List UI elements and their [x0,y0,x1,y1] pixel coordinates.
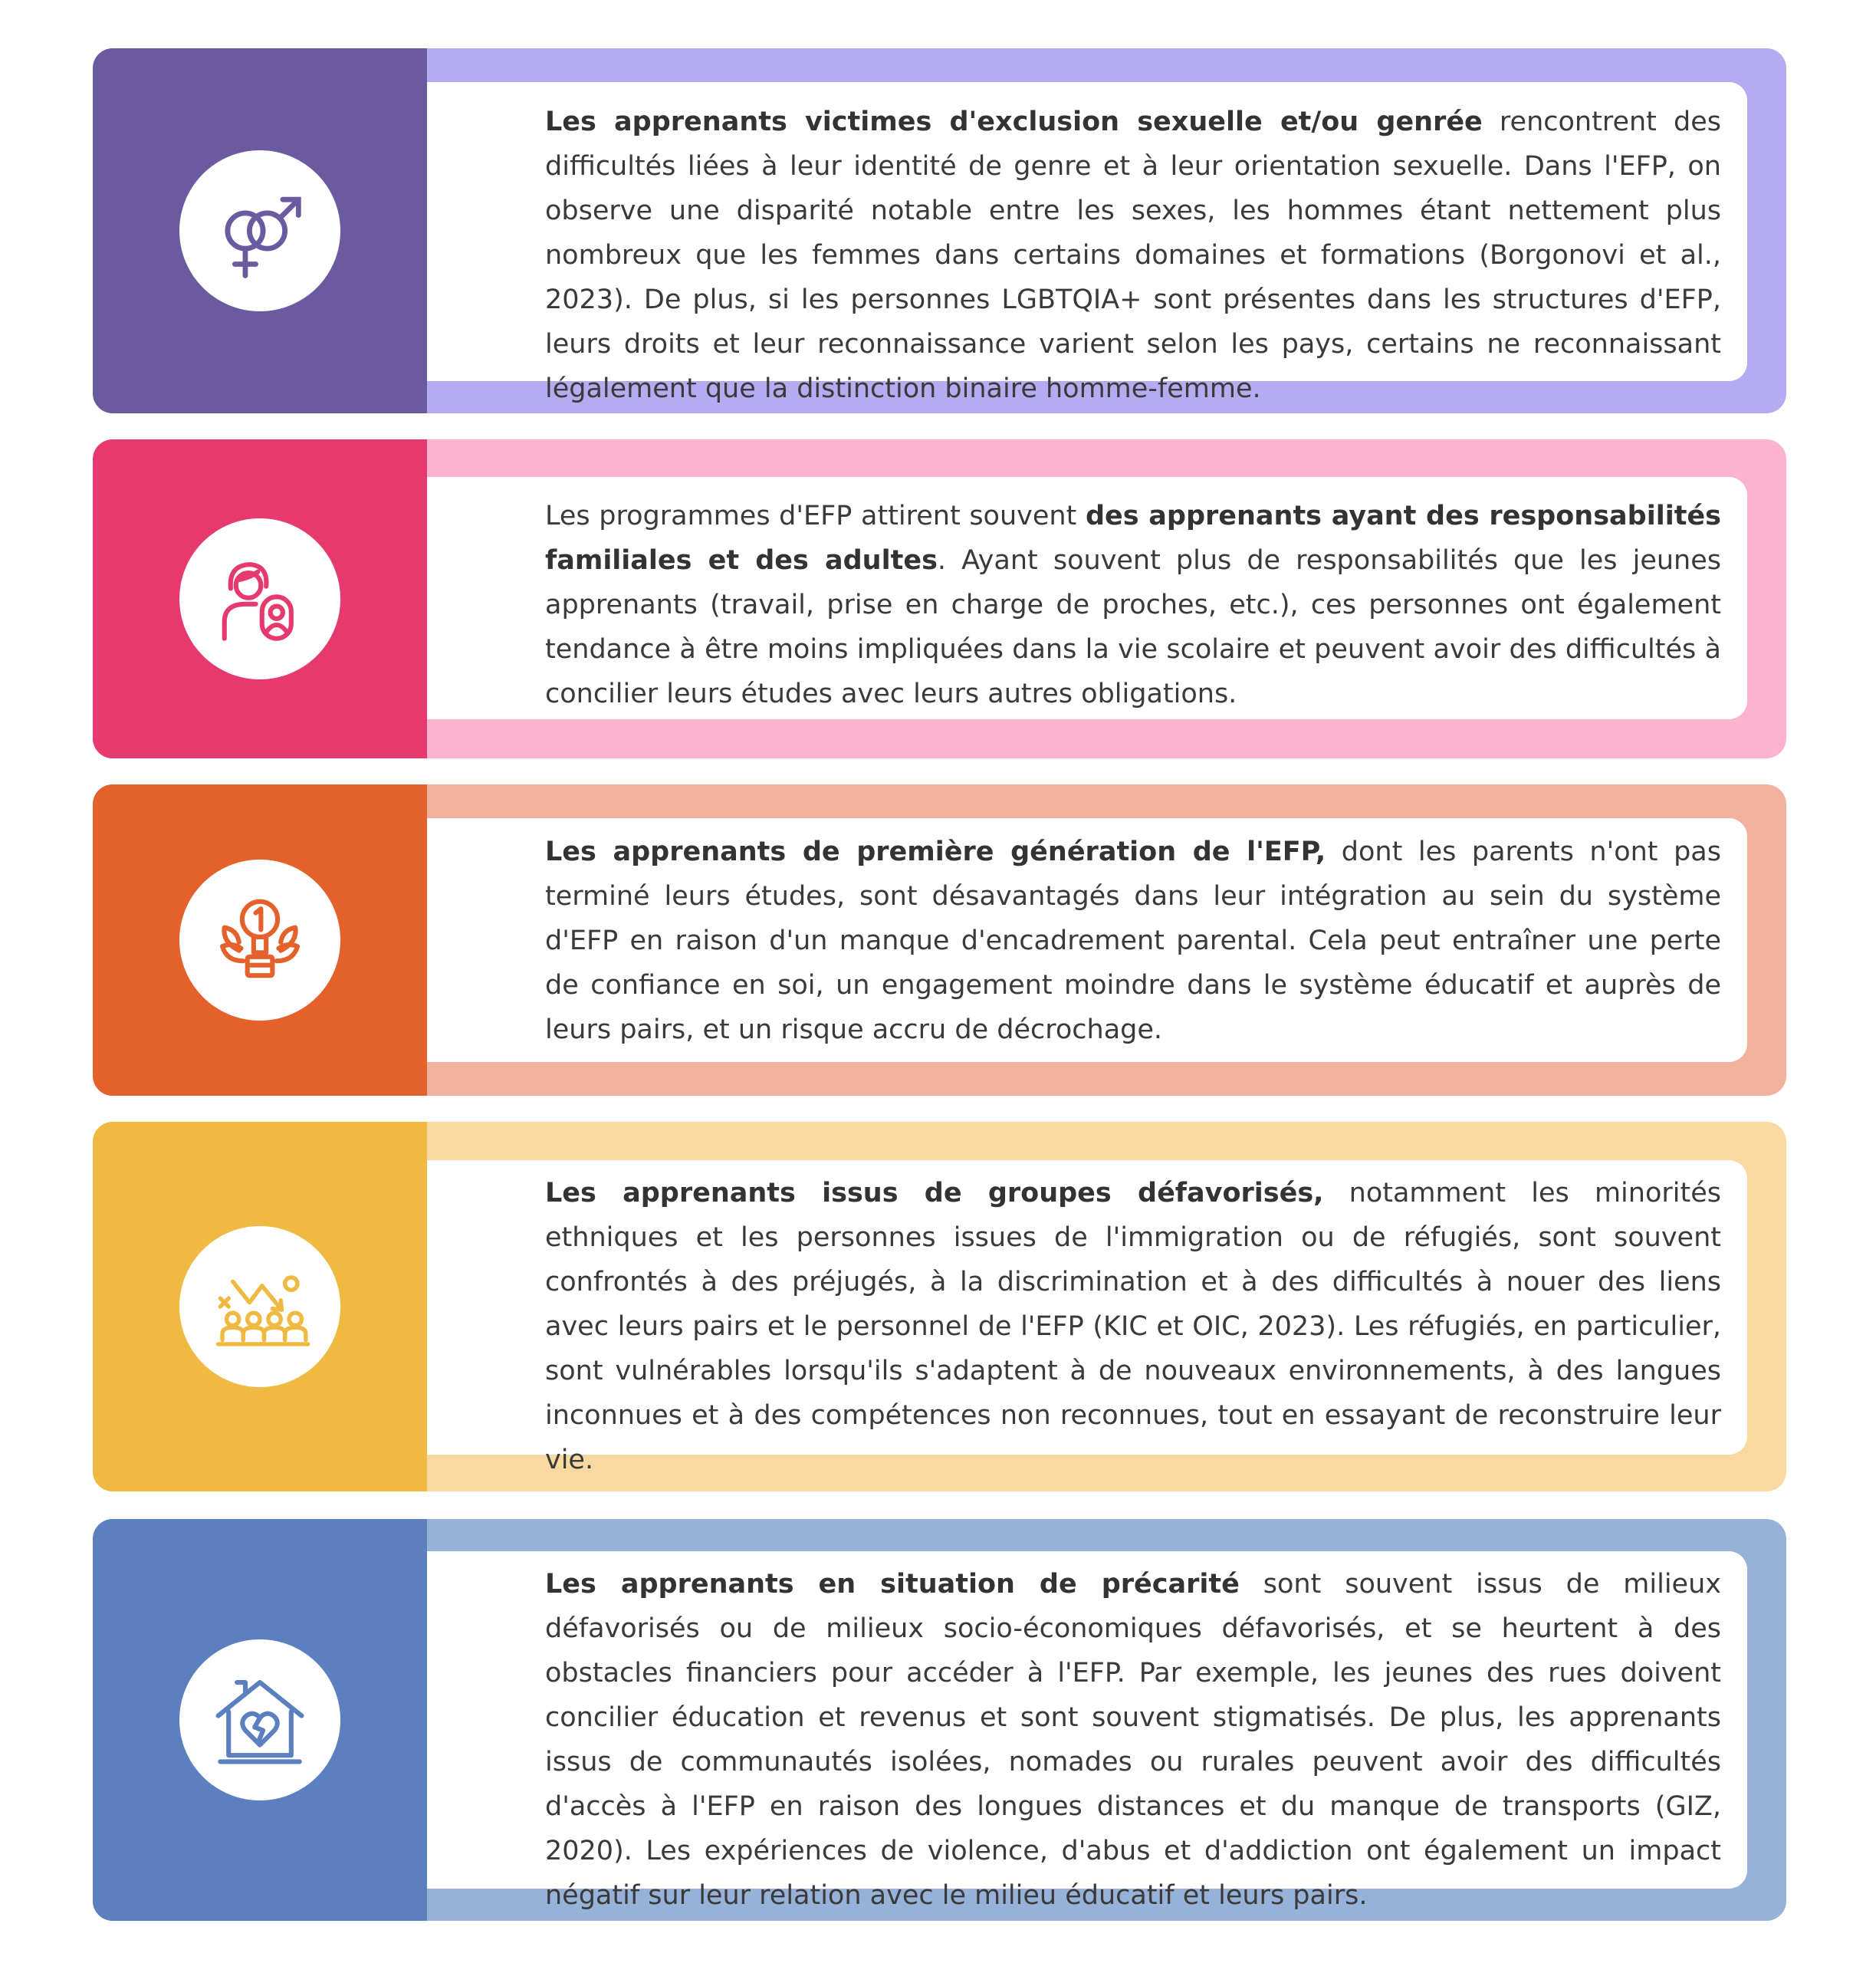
card-bold-text: Les apprenants victimes d'exclusion sexuelle et/ou genrée [545,107,1483,137]
card-body-text: . Ayant souvent plus de responsabilités que les jeunes apprenants (travail, prise en charge de proches, etc.), ces personnes ont également tendance à être moins impliquées dans la vie scolaire et peuvent avoir des difficultés à concilier leurs études avec leurs autres obligations. [545,545,1721,709]
card-text-box [427,818,1747,1062]
icon-circle [179,860,340,1021]
card-text [545,494,1721,716]
icon-circle [179,518,340,679]
card-body-text: rencontrent des difficultés liées à leur identité de genre et à leur orientation sexuelle. Dans l'EFP, on observe une disparité notable entre les sexes, les hommes étant nettement plus nombreux que les femmes dans certains domaines et formations (Borgonovi et al., 2023). De plus, si les personnes LGBTQIA+ sont présentes dans les structures d'EFP, leurs droits et leur reconnaissance varient selon les pays, certains ne reconnaissant légalement que la distinction binaire homme-femme. [545,107,1721,404]
card-text-box [427,82,1747,404]
card-first-generation [93,784,1786,1096]
card-body-text: notamment les minorités ethniques et les personnes issues de l'immigration ou de réfugiés, sont souvent confrontés à des préjugés, à la discrimination et à des difficultés à nouer des liens avec leurs pairs et le personnel de l'EFP (KIC et OIC, 2023). Les réfugiés, en particulier, sont vulnérables lorsqu'ils s'adaptent à de nouveaux environnements, à des langues inconnues et à des compétences non reconnues, tout en essayant de reconstruire leur vie. [545,1178,1721,1475]
card-text [545,1562,1721,1918]
icon-circle [179,150,340,311]
card-gender-exclusion [93,48,1786,413]
card-text-box [427,1160,1747,1475]
card-text [545,830,1721,1052]
icon-circle [179,1639,340,1800]
card-text [545,100,1721,411]
card-bold-text: Les apprenants de première génération de l'EFP, [545,837,1326,867]
card-text-box [427,477,1747,719]
card-body-text: sont souvent issus de milieux défavorisés ou de milieux socio-économiques défavorisés, et se heurtent à des obstacles financiers pour accéder à l'EFP. Par exemple, les jeunes des rues doivent concilier éducation et revenus et sont souvent stigmatisés. De plus, les apprenants issus de communautés isolées, nomades ou rurales peuvent avoir des difficultés d'accès à l'EFP en raison des longues distances et du manque de transports (GIZ, 2020). Les expériences de violence, d'abus et d'addiction ont également un impact négatif sur leur relation avec le milieu éducatif et leurs pairs. [545,1569,1721,1911]
broken-heart-house-icon [208,1668,312,1772]
card-body-text: dont les parents n'ont pas terminé leurs études, sont désavantagés dans leur intégration au sein du système d'EFP en raison d'un manque d'encadrement parental. Cela peut entraîner une perte de confiance en soi, un engagement moindre dans le système éducatif et auprès de leurs pairs, et un risque accru de décrochage. [545,837,1721,1045]
card-bold-text: Les apprenants en situation de précarité [545,1569,1240,1600]
card-family-responsibilities [93,439,1786,758]
card-disadvantaged-groups [93,1122,1786,1491]
parent-baby-icon [208,547,312,651]
card-bold-text: des apprenants ayant des responsabilités familiales et des adultes [545,501,1721,576]
card-precarity [93,1519,1786,1921]
card-text-box [427,1551,1747,1911]
card-bold-text: Les apprenants issus de groupes défavorisés, [545,1178,1324,1208]
card-intro-text: Les programmes d'EFP attirent souvent [545,501,1086,531]
icon-circle [179,1226,340,1387]
first-place-trophy-icon [208,888,312,992]
group-decline-icon [208,1254,312,1359]
gender-symbols-icon [208,179,312,283]
card-text [545,1171,1721,1482]
